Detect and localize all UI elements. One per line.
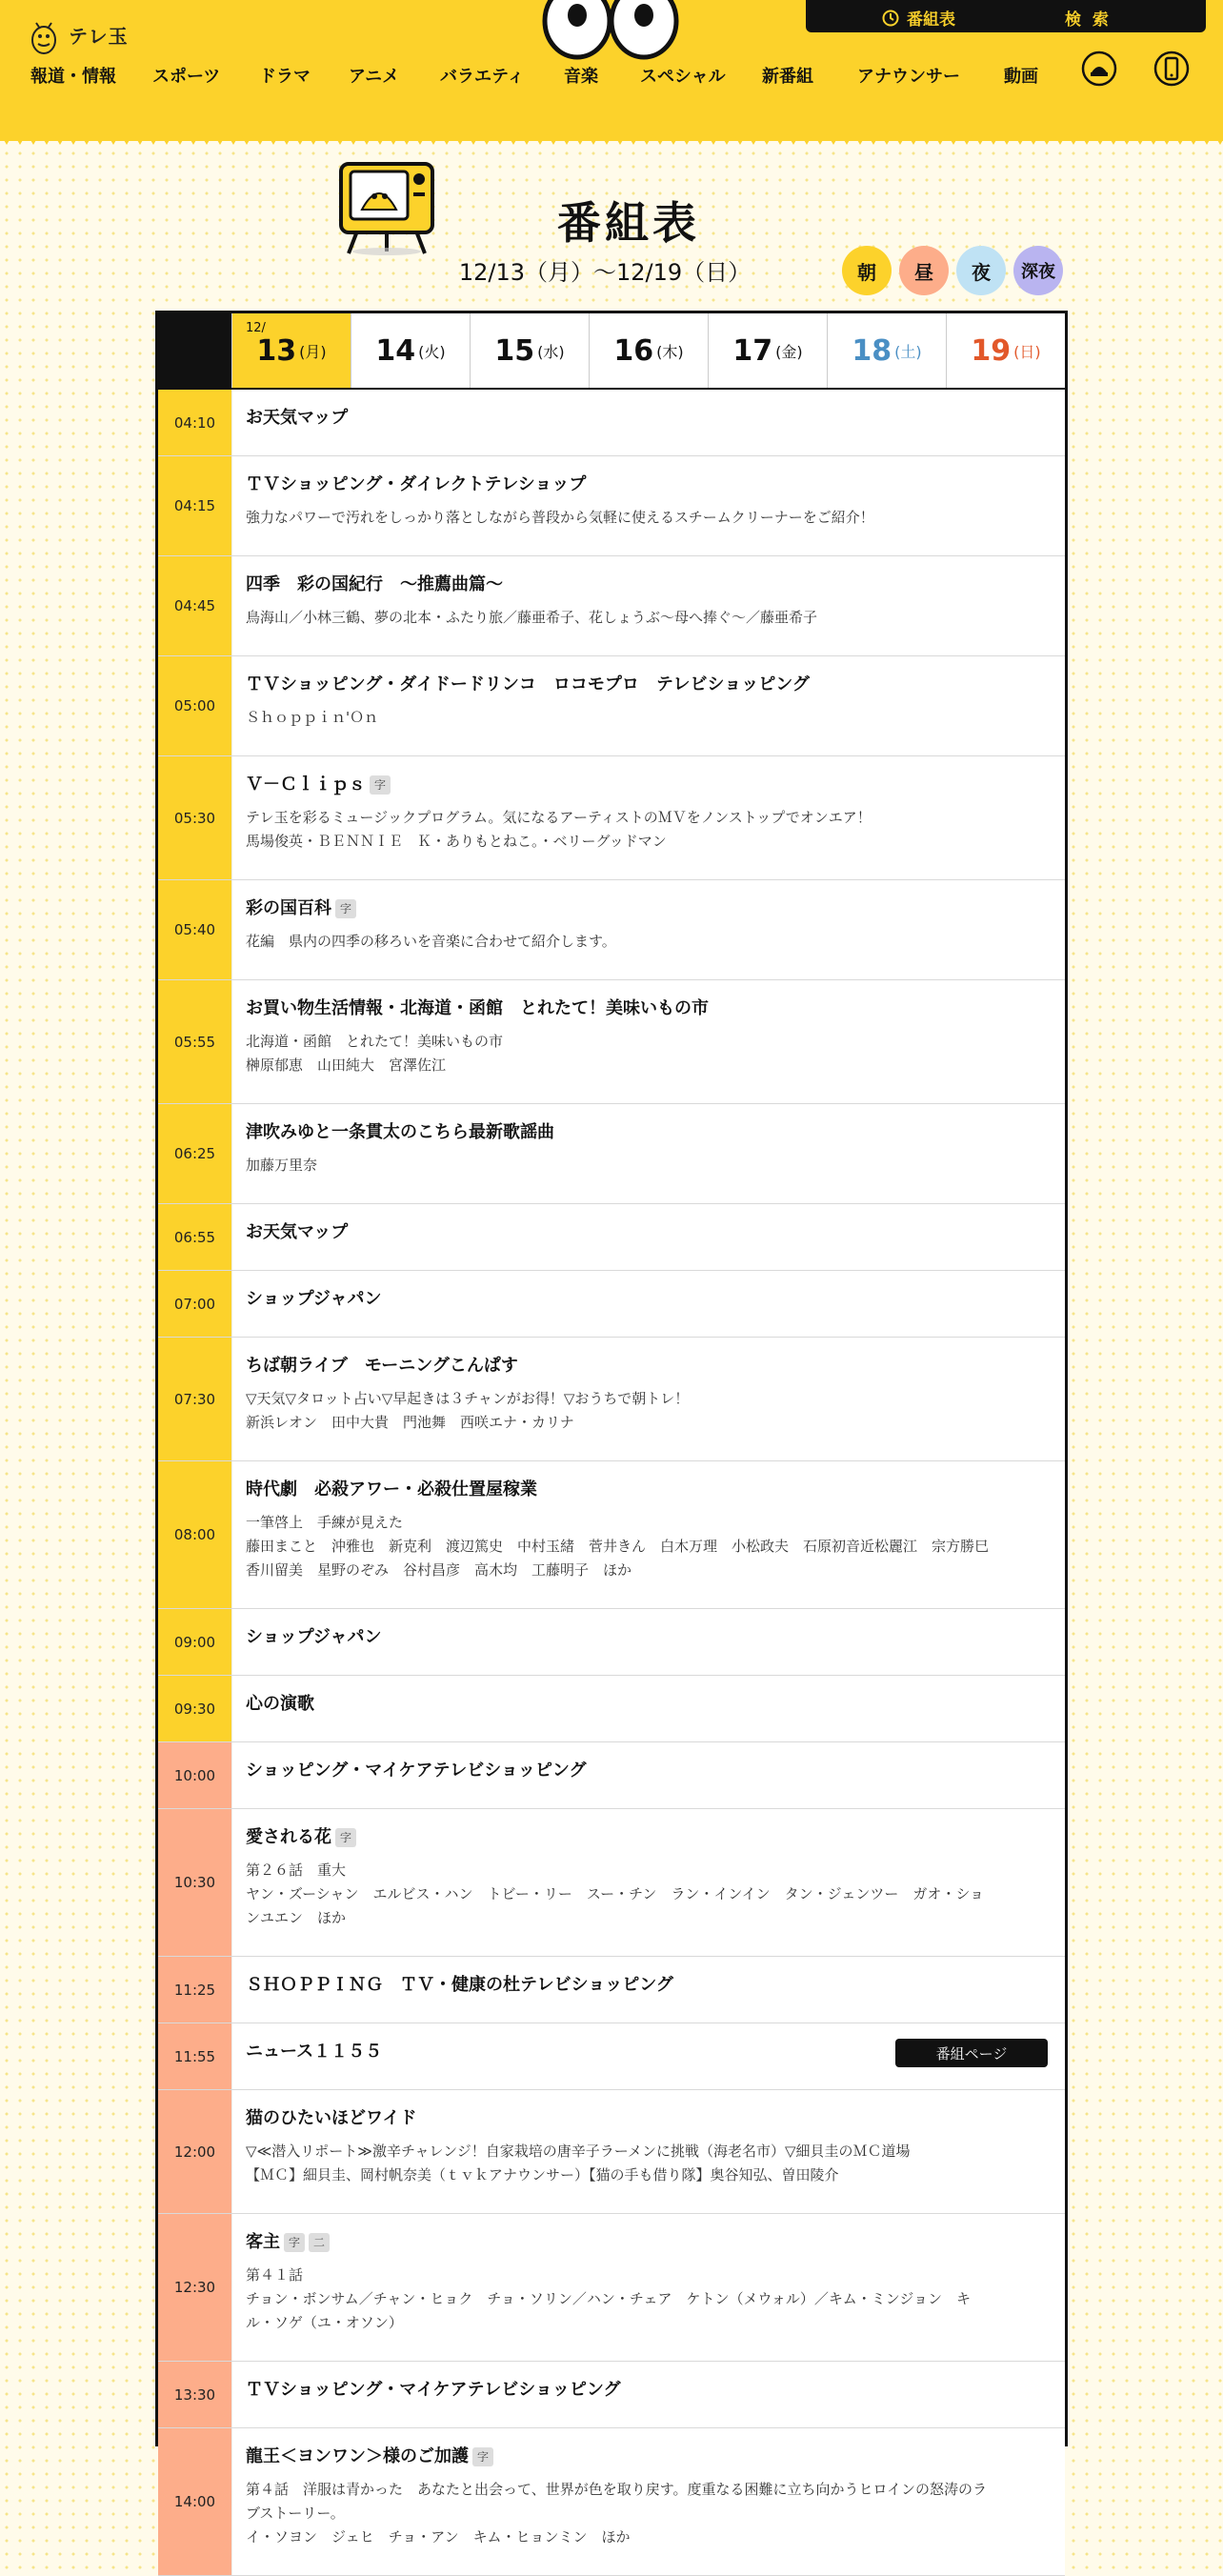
program-info [246,2231,1048,2335]
program-time: 05:40 [158,880,232,979]
program-row[interactable] [158,456,1065,556]
program-info [246,2107,1048,2187]
nav-drama[interactable]: ドラマ [259,67,311,87]
program-row[interactable] [158,390,1065,456]
program-time: 11:25 [158,1957,232,2023]
day-tab-19[interactable] [946,313,1065,388]
nav-anime[interactable]: アニメ [349,67,400,87]
caption-badge: 字 [335,1828,356,1847]
program-description: 強力なパワーで汚れをしっかり落としながら普段から気軽に使えるスチームクリーナーをご紹介！ [246,509,874,526]
program-title[interactable]: お天気マップ [246,1222,349,1242]
program-title[interactable]: ＴＶショッピング・マイケアテレビショッピング [246,2380,621,2400]
program-title[interactable]: Ｖ－Ｃｌｉｐｓ [246,775,366,795]
day-tab-18[interactable] [827,313,946,388]
program-row[interactable] [158,2362,1065,2428]
filter-night-label: 夜 [972,260,991,284]
program-time: 05:00 [158,656,232,755]
program-time: 07:00 [158,1271,232,1337]
program-row[interactable] [158,1204,1065,1271]
caption-badge: 字 [335,899,356,918]
program-row[interactable] [158,1271,1065,1338]
filter-noon[interactable] [899,246,949,295]
program-row[interactable] [158,880,1065,980]
program-info [246,997,1048,1077]
caption-badge: 字 [284,2233,305,2252]
program-title-line [246,897,1048,920]
program-info [246,1760,1048,1782]
program-title-line [246,2231,1048,2254]
program-title[interactable]: ちば朝ライブ モーニングこんぱす [246,1356,518,1376]
program-description: 花編 県内の四季の移ろいを音楽に合わせて紹介します。 [246,933,616,950]
program-description: 北海道・函館 とれたて！美味いもの市 榊原郁恵 山田純大 宮澤佐江 [246,1033,504,1074]
program-time: 14:00 [158,2428,232,2575]
caption-badge: 字 [370,775,391,795]
program-info [246,1221,1048,1244]
program-time: 07:30 [158,1338,232,1460]
program-info [246,774,1048,854]
program-time: 13:30 [158,2362,232,2427]
program-time: 09:00 [158,1609,232,1675]
program-time: 06:55 [158,1204,232,1270]
filter-night[interactable] [956,246,1006,295]
day-month: 12/ [246,321,266,335]
program-description: テレ玉を彩るミュージックプログラム。気になるアーティストのＭＶをノンストップでオンエア！ 馬場俊英・ＢＥＮＮＩＥ Ｋ・ありもとねこ。・ベリーグッドマン [246,809,872,850]
site-header [0,0,1223,141]
program-info [246,897,1048,954]
nav-variety[interactable]: バラエティ [440,67,525,87]
day-tab-15[interactable] [470,313,589,388]
program-time: 08:00 [158,1461,232,1608]
filter-morning-label: 朝 [857,260,876,284]
clock-icon [882,10,899,27]
program-title-line [246,1826,1048,1849]
program-info [246,2379,1048,2402]
program-info [246,1288,1048,1311]
day-weekday: (月) [299,342,327,361]
day-weekday: (火) [418,342,446,361]
program-row[interactable] [158,2090,1065,2214]
program-title-line [246,1355,1048,1378]
program-title[interactable]: お買い物生活情報・北海道・函館 とれたて！美味いもの市 [246,998,709,1018]
program-info [246,2445,1048,2549]
program-info [246,1121,1048,1177]
day-number: 13 [256,333,297,368]
program-row[interactable] [158,980,1065,1104]
program-list [158,390,1065,2576]
program-description: 鳥海山／小林三鶴、夢の北本・ふたり旅／藤亜希子、花しょうぶ～母へ捧ぐ～／藤亜希子 [246,609,818,626]
program-title-line [246,473,1048,496]
main-nav [0,63,1223,97]
tele-tama-book-icon[interactable] [1080,50,1118,88]
program-title[interactable]: 心の演歌 [246,1694,314,1714]
program-description: 第４話 洋服は青かった あなたと出会って、世界が色を取り戻す。度重なる困難に立ち向かうヒロインの怒涛のラ ブストーリー。 イ・ソヨン ジェヒ チョ・アン キム・ヒョンミン ほか [246,2481,988,2546]
day-weekday: (金) [775,342,803,361]
program-title-line [246,2107,1048,2130]
program-row[interactable] [158,756,1065,880]
caption-badge: 字 [472,2447,493,2466]
header-zigzag-edge [0,133,1223,147]
caption-badge: 二 [309,2233,330,2252]
page-title: 番組表 [557,197,700,249]
program-row[interactable] [158,556,1065,656]
program-description: 一筆啓上 手練が見えた 藤田まこと 沖雅也 新克利 渡辺篤史 中村玉緒 菅井きん 白木万理 小松政夫 石原初音近松麗江 宗方勝巳 香川留美 星野のぞみ 谷村昌彦 高木均 工藤明子 ほか [246,1514,990,1579]
program-description: ▽天気▽タロット占い▽早起きは３チャンがお得！▽おうちで朝トレ！ 新浜レオン 田中大貴 門池舞 西咲エナ・カリナ [246,1390,690,1431]
search-link[interactable]: 検 索 [1065,10,1112,30]
day-weekday: (水) [537,342,565,361]
program-time: 05:30 [158,756,232,879]
program-time: 12:00 [158,2090,232,2213]
program-title-line [246,574,1048,596]
top-utility-bar [806,0,1206,32]
filter-late-night-label: 深夜 [1021,262,1055,282]
program-title[interactable]: ショップジャパン [246,1289,382,1309]
day-tabs [158,313,1065,390]
program-info [246,407,1048,430]
program-time: 06:25 [158,1104,232,1203]
nav-announcers[interactable]: アナウンサー [857,67,960,87]
program-title[interactable]: 時代劇 必殺アワー・必殺仕置屋稼業 [246,1479,537,1499]
program-description: 第４１話 チョン・ボンサム／チャン・ヒョク チョ・ソリン／ハン・チェア ケトン（メウォル）／キム・ミンジョン キ ル・ソゲ（ユ・オソン） [246,2266,972,2331]
nav-new-shows[interactable]: 新番組 [762,67,813,87]
program-title-line [246,407,1048,430]
filter-morning[interactable] [842,246,892,295]
program-title[interactable]: 四季 彩の国紀行 ～推薦曲篇～ [246,574,503,594]
program-info [246,1974,1048,1997]
program-title[interactable]: お天気マップ [246,408,349,428]
program-time: 10:30 [158,1809,232,1956]
program-info [246,674,1048,730]
day-number: 19 [971,333,1012,368]
filter-late-night[interactable] [1013,246,1063,295]
program-time: 05:55 [158,980,232,1103]
tv-mascot-icon [337,160,436,255]
program-row[interactable] [158,2214,1065,2362]
nav-special[interactable]: スペシャル [640,67,726,87]
program-page-button[interactable]: 番組ページ [895,2039,1048,2067]
program-row[interactable] [158,1742,1065,1809]
program-row[interactable] [158,656,1065,756]
day-tab-16[interactable] [589,313,708,388]
program-title-line [246,1121,1048,1144]
day-number: 16 [613,333,654,368]
day-tab-13[interactable] [231,313,351,388]
program-description: Ｓｈｏｐｐｉｎ'Ｏｎ [246,709,379,726]
filter-noon-label: 昼 [914,260,933,284]
program-row[interactable] [158,1809,1065,1957]
program-title[interactable]: 愛される花 [246,1827,331,1847]
program-title[interactable]: 客主 [246,2232,280,2252]
day-number: 15 [494,333,535,368]
tele-tama-app-icon[interactable] [1153,50,1191,88]
nav-music[interactable]: 音楽 [564,67,598,87]
program-row[interactable] [158,2428,1065,2576]
program-title[interactable]: 津吹みゆと一条貫太のこちら最新歌謡曲 [246,1122,554,1142]
program-title[interactable]: 猫のひたいほどワイド [246,2108,417,2128]
program-title-line [246,1693,1048,1716]
program-row[interactable] [158,1957,1065,2023]
program-info [246,473,1048,530]
program-description: ▽≪潜入リポート≫激辛チャレンジ！自家栽培の唐辛子ラーメンに挑戦（海老名市）▽細貝圭のＭＣ道場 【ＭＣ】細貝圭、岡村帆奈美（ｔｖｋアナウンサー）【猫の手も借り隊】奥谷知弘、曽田陵介 [246,2143,911,2184]
program-info [246,1355,1048,1435]
program-row[interactable] [158,2023,1065,2090]
nav-videos[interactable]: 動画 [1004,67,1038,87]
program-info [246,1826,1048,1930]
program-title-line [246,2445,1048,2468]
program-title[interactable]: ＴＶショッピング・ダイドードリンコ ロコモプロ テレビショッピング [246,674,810,694]
program-time: 04:15 [158,456,232,555]
program-title-line [246,774,1048,796]
nav-news[interactable]: 報道・情報 [30,67,116,87]
program-info [246,574,1048,630]
program-title-line [246,1974,1048,1997]
program-row[interactable] [158,1461,1065,1609]
program-row[interactable] [158,1338,1065,1461]
table-corner [158,313,231,388]
program-time: 04:10 [158,390,232,455]
program-row[interactable] [158,1609,1065,1676]
program-info [246,1693,1048,1716]
program-time: 11:55 [158,2023,232,2089]
day-tab-17[interactable] [708,313,827,388]
program-time: 04:45 [158,556,232,655]
program-title[interactable]: ショップジャパン [246,1627,382,1647]
program-description: 加藤万里奈 [246,1157,318,1174]
nav-sports[interactable]: スポーツ [152,67,221,87]
day-number: 18 [852,333,892,368]
day-weekday: (木) [656,342,684,361]
program-time: 12:30 [158,2214,232,2361]
program-title[interactable]: ＳＨＯＰＰＩＮＧ ＴＶ・健康の杜テレビショッピング [246,1975,673,1995]
program-title-line [246,1760,1048,1782]
mascot-eyes-icon [539,0,682,61]
program-title-line [246,1288,1048,1311]
program-info [246,1626,1048,1649]
program-title-line [246,1221,1048,1244]
program-title-line [246,674,1048,696]
program-title[interactable]: ニュース１１５５ [246,2042,383,2062]
program-title[interactable]: ＴＶショッピング・ダイレクトテレショップ [246,474,587,494]
program-title[interactable]: 彩の国百科 [246,898,331,918]
program-title-line [246,1479,1048,1501]
program-description: 第２６話 重大 ヤン・ズーシャン エルビス・ハン トビー・リー スー・チン ラン・インイン タン・ジェンツー ガオ・ショ ンユエン ほか [246,1862,985,1926]
date-range: 12/13（月）〜12/19（日） [458,259,752,286]
day-number: 14 [375,333,416,368]
schedule-table [155,311,1068,2546]
program-title[interactable]: 龍王＜ヨンワン＞様のご加護 [246,2446,469,2466]
schedule-link[interactable] [882,6,955,30]
program-title-line [246,2379,1048,2402]
program-title-line [246,1626,1048,1649]
program-row[interactable] [158,1104,1065,1204]
program-title[interactable]: ショッピング・マイケアテレビショッピング [246,1761,587,1781]
day-tab-14[interactable] [351,313,470,388]
program-title-line [246,997,1048,1020]
day-weekday: (土) [894,342,922,361]
schedule-link-label: 番組表 [907,10,955,30]
day-weekday: (日) [1013,342,1041,361]
program-info [246,1479,1048,1582]
program-time: 09:30 [158,1676,232,1741]
brand-name[interactable]: テレ玉 [69,25,129,48]
program-time: 10:00 [158,1742,232,1808]
day-number: 17 [732,333,773,368]
program-row[interactable] [158,1676,1065,1742]
